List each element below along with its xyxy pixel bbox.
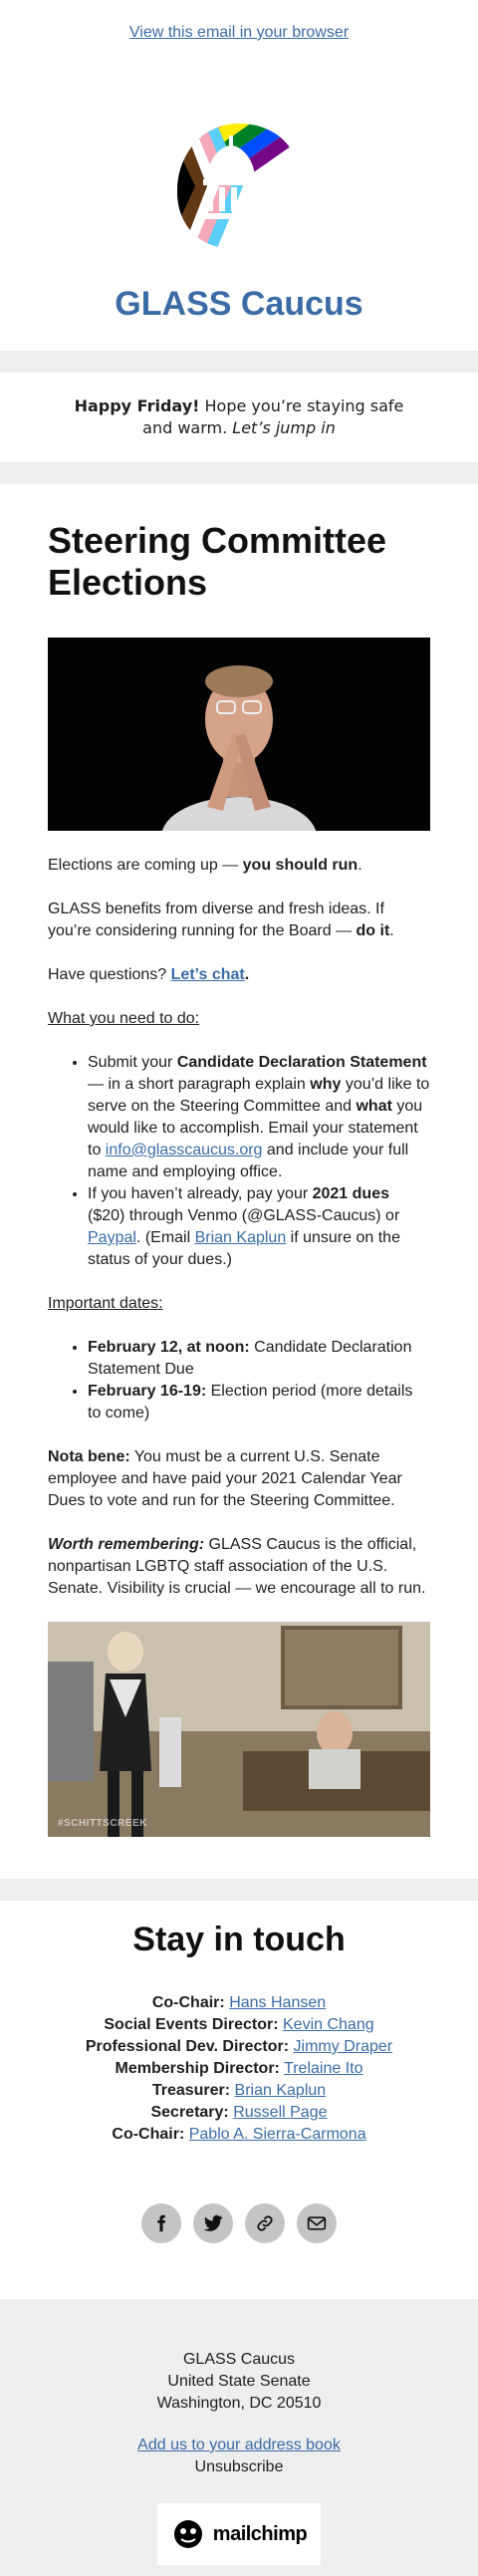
- glass-caucus-logo: [173, 120, 305, 253]
- contact-row: Membership Director: Trelaine Ito: [115, 2060, 363, 2077]
- todo-list: [48, 1052, 430, 1271]
- contact-row: Professional Dev. Director: Jimmy Draper: [85, 2038, 393, 2055]
- twitter-button[interactable]: [193, 2203, 233, 2243]
- contact-row: Treasurer: Brian Kaplun: [151, 2082, 327, 2099]
- contact-link[interactable]: Pablo A. Sierra-Carmona: [188, 2126, 366, 2143]
- section-divider: [0, 462, 478, 484]
- paragraph-questions: Have questions? Let’s chat.: [48, 966, 250, 983]
- footer-actions: [0, 2435, 478, 2478]
- contact-link[interactable]: Trelaine Ito: [284, 2060, 363, 2077]
- contact-link[interactable]: Jimmy Draper: [293, 2038, 393, 2055]
- contact-row: Co-Chair: Pablo A. Sierra-Carmona: [112, 2126, 366, 2143]
- contact-link[interactable]: Kevin Chang: [283, 2016, 374, 2033]
- lets-chat-link[interactable]: Let’s chat: [170, 966, 245, 983]
- info-email-link[interactable]: info@glasscaucus.org: [105, 1142, 263, 1159]
- contact-row: Social Events Director: Kevin Chang: [104, 2016, 374, 2033]
- list-item: • February 12, at noon: Candidate Declaration Statement Due: [88, 1337, 430, 1381]
- email-header: [0, 0, 478, 351]
- brand-title: GLASS Caucus: [115, 285, 363, 323]
- mailchimp-wordmark: mailchimp: [212, 2523, 308, 2545]
- contact-link[interactable]: Brian Kaplun: [234, 2082, 327, 2099]
- need-heading: What you need to do:: [48, 1010, 200, 1027]
- stay-in-touch-section: [0, 1901, 478, 2299]
- section-divider: [0, 1879, 478, 1901]
- social-links: [0, 2203, 478, 2243]
- twitter-icon: [203, 2214, 223, 2232]
- mailchimp-icon: [171, 2517, 205, 2551]
- paypal-link[interactable]: Paypal: [88, 1229, 136, 1246]
- scene-watermark: #SCHITTSCREEK: [58, 1818, 147, 1829]
- greeting-bold: Happy Friday!: [74, 396, 200, 415]
- section-divider: [0, 351, 478, 373]
- email-icon: [307, 2215, 327, 2231]
- paragraph-elections: Elections are coming up — you should run.: [48, 857, 362, 874]
- stay-in-touch-title: Stay in touch: [132, 1921, 346, 1958]
- email-button[interactable]: [297, 2203, 337, 2243]
- email-footer: [0, 2299, 478, 2576]
- greeting-banner: [0, 373, 478, 462]
- contact-row: Secretary: Russell Page: [150, 2104, 328, 2121]
- list-item: • If you haven’t already, pay your 2021 dues ($20) through Venmo (@GLASS-Caucus) or Paypal. (Email Brian Kaplun if unsure on the status of your dues.): [88, 1183, 430, 1271]
- greeting-text: Happy Friday! Hope you’re staying safe and warm. Let’s jump in: [74, 396, 404, 437]
- dates-heading: Important dates:: [48, 1295, 163, 1312]
- mailing-address: GLASS Caucus United State Senate Washington, DC 20510: [156, 2351, 322, 2412]
- hero-gif-image: [48, 638, 430, 831]
- dates-list: [48, 1337, 430, 1424]
- paragraph-worth-remembering: Worth remembering: GLASS Caucus is the official, nonpartisan LGBTQ staff association of the U.S. Senate. Visibility is crucial — we encourage all to run.: [48, 1536, 426, 1597]
- view-in-browser-link[interactable]: View this email in your browser: [128, 24, 350, 41]
- link-icon: [256, 2214, 274, 2232]
- facebook-icon: [152, 2214, 170, 2232]
- contact-row: Co-Chair: Hans Hansen: [151, 1994, 327, 2011]
- facebook-button[interactable]: [141, 2203, 181, 2243]
- contact-link[interactable]: Russell Page: [233, 2104, 328, 2121]
- scene-gif-image: [48, 1622, 430, 1837]
- add-address-book-link[interactable]: Add us to your address book: [137, 2437, 341, 2453]
- list-item: • Submit your Candidate Declaration Statement — in a short paragraph explain why you’d like to serve on the Steering Committee and what you would like to accomplish. Email your statement to info@glasscaucus.org and include your full name and employing office.: [88, 1052, 430, 1183]
- paragraph-benefits: GLASS benefits from diverse and fresh ideas. If you’re considering running for the Board — do it.: [48, 901, 394, 939]
- website-link-button[interactable]: [245, 2203, 285, 2243]
- main-content: [0, 484, 478, 1879]
- unsubscribe-link[interactable]: Unsubscribe: [194, 2458, 284, 2475]
- contacts-list: [0, 1992, 478, 2146]
- contact-link[interactable]: Hans Hansen: [229, 1994, 327, 2011]
- list-item: • February 16-19: Election period (more details to come): [88, 1381, 430, 1424]
- mailchimp-badge[interactable]: [157, 2503, 321, 2565]
- section-title: Steering Committee Elections: [48, 520, 387, 603]
- paragraph-nota-bene: Nota bene: You must be a current U.S. Senate employee and have paid your 2021 Calendar Year Dues to vote and run for the Steering Committee.: [48, 1448, 402, 1509]
- brian-kaplun-link[interactable]: Brian Kaplun: [194, 1229, 287, 1246]
